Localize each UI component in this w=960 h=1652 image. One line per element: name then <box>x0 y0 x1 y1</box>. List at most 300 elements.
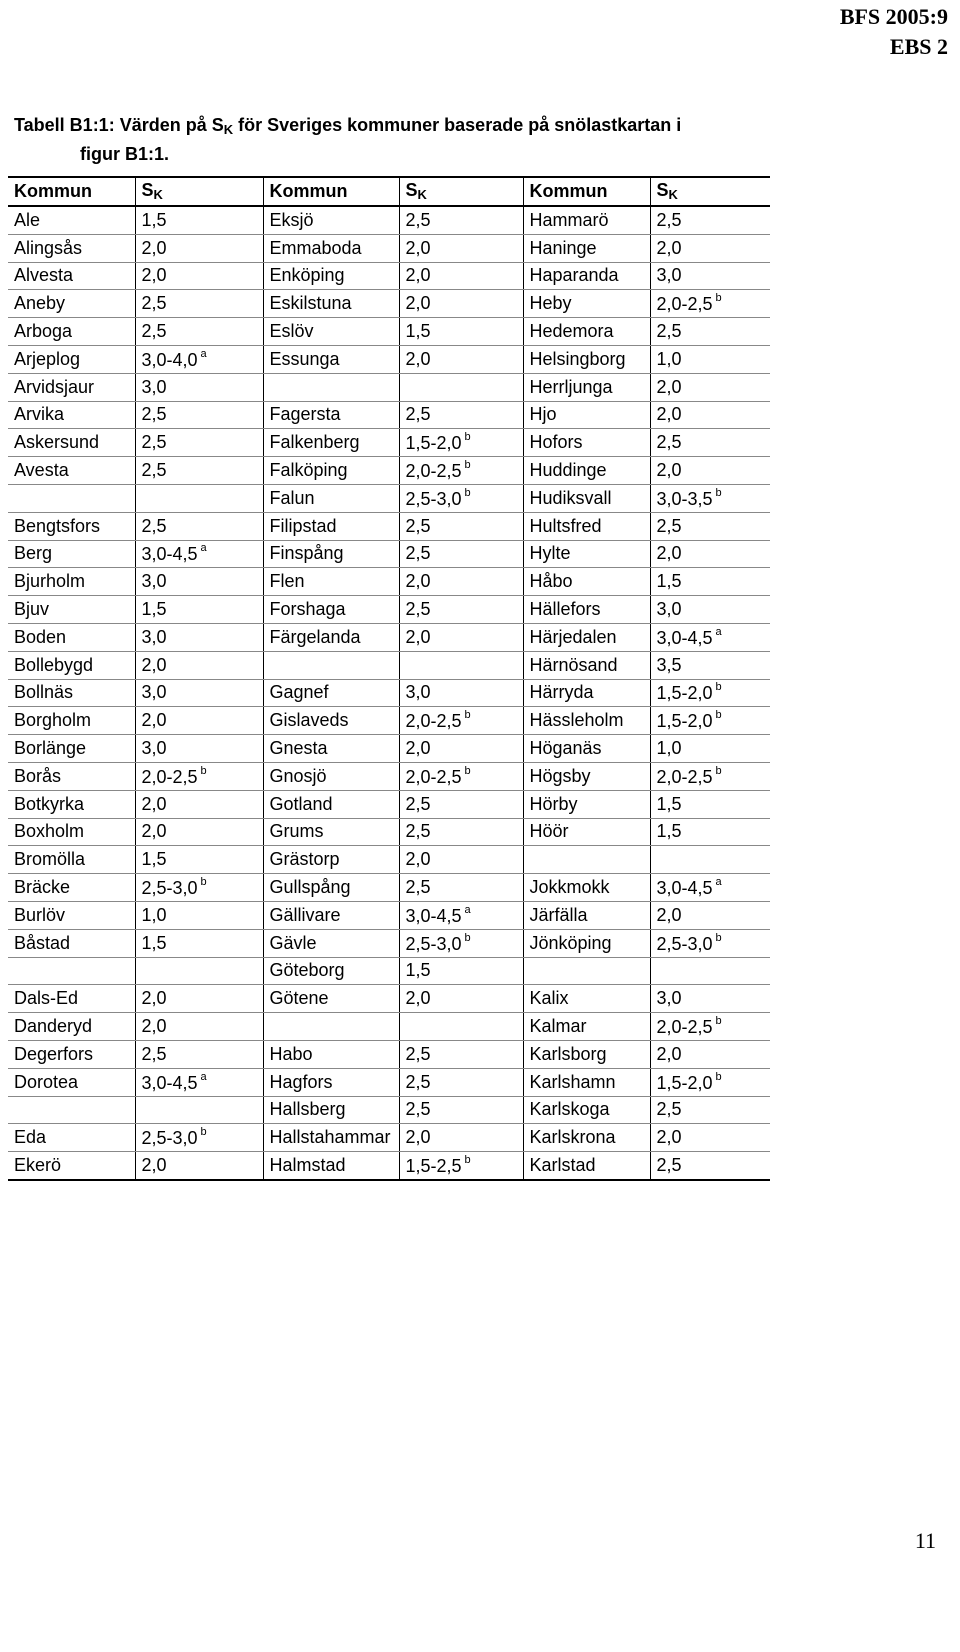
municipality-name: Karlstad <box>523 1152 650 1180</box>
snow-load-number: 2,5 <box>141 404 167 425</box>
table-header-row <box>8 177 770 206</box>
snow-load-value <box>650 707 770 735</box>
footnote-marker: a <box>464 903 471 916</box>
municipality-name: Dorotea <box>8 1068 135 1096</box>
footnote-marker: a <box>200 1070 207 1083</box>
snow-load-number: 2,5 <box>656 209 682 230</box>
snow-load-value <box>650 929 770 957</box>
snow-load-value <box>135 790 263 818</box>
municipality-name: Boden <box>8 623 135 651</box>
header-sk: $S_K$ <box>650 177 770 206</box>
snow-load-value <box>650 568 770 596</box>
snow-load-value <box>399 818 523 846</box>
table-row <box>8 1124 770 1152</box>
snow-load-number: 2,5-3,0 <box>656 933 713 954</box>
snow-load-number: 2,0 <box>656 543 682 564</box>
snow-load-value <box>399 651 523 679</box>
header-publication-code: BFS 2005:9 <box>839 4 948 29</box>
snow-load-value <box>650 234 770 262</box>
header-kommun: Kommun <box>523 177 650 206</box>
snow-load-number: 2,0 <box>141 265 167 286</box>
footnote-marker: b <box>464 431 471 444</box>
municipality-name: Hagfors <box>263 1068 399 1096</box>
municipality-name: Avesta <box>8 457 135 485</box>
municipality-name <box>8 1096 135 1124</box>
snow-load-value <box>135 373 263 401</box>
municipality-name <box>8 484 135 512</box>
table-row <box>8 818 770 846</box>
snow-load-number: 2,0 <box>141 1016 167 1036</box>
municipality-name: Flen <box>263 568 399 596</box>
municipality-name: Aneby <box>8 290 135 318</box>
header-sk: $S_K$ <box>399 177 523 206</box>
snow-load-value <box>135 679 263 707</box>
municipality-name: Hofors <box>523 429 650 457</box>
snow-load-number: 2,0 <box>405 988 431 1009</box>
snow-load-number: 1,5-2,0 <box>656 683 713 704</box>
snow-load-value <box>135 929 263 957</box>
footnote-marker: b <box>715 486 722 499</box>
snow-load-number: 1,5-2,0 <box>405 433 462 454</box>
snow-load-number: 2,0 <box>656 1127 682 1148</box>
snow-load-number: 2,5 <box>141 1043 167 1064</box>
snow-load-value <box>135 1124 263 1152</box>
snow-load-number: 2,5 <box>656 515 682 536</box>
snow-load-number: 2,0 <box>656 904 682 925</box>
snow-load-number: 1,5 <box>141 849 167 870</box>
table-row <box>8 651 770 679</box>
snow-load-number: 2,0-2,5 <box>141 766 198 787</box>
snow-load-number: 2,5 <box>405 599 431 620</box>
snow-load-number: 3,0-3,5 <box>656 488 713 509</box>
snow-load-value <box>399 1124 523 1152</box>
snow-load-value <box>399 623 523 651</box>
municipality-name: Ekerö <box>8 1152 135 1180</box>
municipality-name: Finspång <box>263 540 399 568</box>
snow-load-value <box>135 623 263 651</box>
municipality-name <box>8 957 135 985</box>
snow-load-number: 3,5 <box>656 654 682 675</box>
snow-load-value <box>135 512 263 540</box>
municipality-name: Gullspång <box>263 874 399 902</box>
snow-load-number: 3,0 <box>656 599 682 620</box>
snow-load-value <box>135 457 263 485</box>
municipality-name: Borås <box>8 762 135 790</box>
municipality-name: Hjo <box>523 401 650 429</box>
snow-load-number: 2,0 <box>656 404 682 425</box>
municipality-name: Hammarö <box>523 206 650 234</box>
snow-load-value <box>399 735 523 763</box>
snow-load-value <box>650 262 770 290</box>
snow-load-number: 1,5 <box>656 793 682 814</box>
municipality-name: Borlänge <box>8 735 135 763</box>
snow-load-number: 2,5 <box>405 793 431 814</box>
municipality-name <box>523 846 650 874</box>
snow-load-number: 3,0 <box>656 265 682 286</box>
municipality-name: Alingsås <box>8 234 135 262</box>
table-body <box>8 206 770 1180</box>
municipality-name: Höör <box>523 818 650 846</box>
snow-load-number: 2,0 <box>141 654 167 675</box>
municipality-name: Hallsberg <box>263 1096 399 1124</box>
table-row <box>8 985 770 1013</box>
snow-load-number: 3,0-4,5 <box>656 627 713 648</box>
snow-load-value <box>135 568 263 596</box>
snow-load-number: 1,0 <box>141 904 167 925</box>
snow-load-number: 2,0 <box>405 571 431 592</box>
snow-load-number: 3,0 <box>141 571 167 592</box>
snow-load-value <box>399 985 523 1013</box>
snow-load-number: 2,5-3,0 <box>141 1128 198 1149</box>
snow-load-number: 2,5 <box>656 432 682 453</box>
table-row <box>8 457 770 485</box>
footnote-marker: a <box>715 625 722 638</box>
municipality-name: Berg <box>8 540 135 568</box>
municipality-name: Höganäs <box>523 735 650 763</box>
snow-load-value <box>650 762 770 790</box>
snow-load-value <box>650 1013 770 1041</box>
snow-load-value <box>650 512 770 540</box>
snow-load-value <box>399 846 523 874</box>
municipality-name: Huddinge <box>523 457 650 485</box>
municipality-name: Degerfors <box>8 1040 135 1068</box>
snow-load-number: 2,0-2,5 <box>405 766 462 787</box>
snow-load-number: 3,0-4,5 <box>141 1072 198 1093</box>
snow-load-value <box>650 1096 770 1124</box>
footnote-marker: b <box>464 459 471 472</box>
municipality-name <box>263 373 399 401</box>
snow-load-number: 1,5 <box>405 321 431 342</box>
snow-load-number: 3,0-4,5 <box>405 905 462 926</box>
snow-load-value <box>650 401 770 429</box>
header-section-code: EBS 2 <box>889 34 948 59</box>
header-sk: $S_K$ <box>135 177 263 206</box>
snow-load-number: 2,5 <box>405 404 431 425</box>
footnote-marker: b <box>464 764 471 777</box>
snow-load-value <box>650 818 770 846</box>
municipality-name: Färgelanda <box>263 623 399 651</box>
municipality-name: Eslöv <box>263 318 399 346</box>
snow-load-number: 2,5 <box>141 432 167 453</box>
municipality-name: Härryda <box>523 679 650 707</box>
snow-load-value <box>135 290 263 318</box>
municipality-name: Haninge <box>523 234 650 262</box>
snow-load-number: 1,5 <box>405 960 431 981</box>
municipality-name: Falköping <box>263 457 399 485</box>
snow-load-value <box>399 234 523 262</box>
snow-load-value <box>399 1040 523 1068</box>
table-row <box>8 1152 770 1180</box>
table-row <box>8 568 770 596</box>
municipality-name: Ale <box>8 206 135 234</box>
snow-load-value <box>650 1152 770 1180</box>
snow-load-number: 1,0 <box>656 348 682 369</box>
snow-load-value <box>650 651 770 679</box>
municipality-name: Bollnäs <box>8 679 135 707</box>
municipality-name: Eksjö <box>263 206 399 234</box>
snow-load-number: 1,5-2,0 <box>656 1072 713 1093</box>
snow-load-value <box>135 818 263 846</box>
table-row <box>8 957 770 985</box>
municipality-name: Bjurholm <box>8 568 135 596</box>
snow-load-number: 2,0 <box>405 265 431 286</box>
table-row <box>8 512 770 540</box>
municipality-name: Härnösand <box>523 651 650 679</box>
municipality-name: Gotland <box>263 790 399 818</box>
snow-load-value <box>399 679 523 707</box>
footnote-marker: a <box>200 347 207 360</box>
snow-load-value <box>650 679 770 707</box>
snow-load-number: 2,5 <box>405 209 431 230</box>
caption-text-end: för Sveriges kommuner baserade på snölastkartan i <box>233 115 682 135</box>
footnote-marker: b <box>464 931 471 944</box>
document-header <box>840 2 948 62</box>
snow-load-value <box>650 345 770 373</box>
snow-load-value <box>399 1068 523 1096</box>
table-row <box>8 790 770 818</box>
snow-load-number: 2,5 <box>141 460 167 481</box>
table-row <box>8 874 770 902</box>
snow-load-value <box>399 262 523 290</box>
municipality-name: Danderyd <box>8 1013 135 1041</box>
snow-load-value <box>135 484 263 512</box>
snow-load-value <box>135 234 263 262</box>
snow-load-number: 2,0 <box>656 460 682 481</box>
snow-load-number: 2,0 <box>405 738 431 759</box>
table-row <box>8 735 770 763</box>
municipality-name: Hedemora <box>523 318 650 346</box>
municipality-name: Forshaga <box>263 596 399 624</box>
table-row <box>8 596 770 624</box>
snow-load-number: 2,0 <box>656 1043 682 1064</box>
snow-load-value <box>135 401 263 429</box>
page-number: 11 <box>914 1528 936 1553</box>
snow-load-value <box>135 707 263 735</box>
snow-load-value <box>399 401 523 429</box>
municipality-name: Jokkmokk <box>523 874 650 902</box>
snow-load-number: 3,0 <box>141 738 167 759</box>
municipality-name <box>523 957 650 985</box>
municipality-name: Herrljunga <box>523 373 650 401</box>
municipality-name: Grästorp <box>263 846 399 874</box>
snow-load-value <box>399 457 523 485</box>
table-row <box>8 1096 770 1124</box>
municipality-name: Gnosjö <box>263 762 399 790</box>
snow-load-number: 2,5 <box>405 1043 431 1064</box>
snow-load-value <box>135 318 263 346</box>
municipality-name: Karlskrona <box>523 1124 650 1152</box>
snow-load-value <box>650 484 770 512</box>
municipality-name: Emmaboda <box>263 234 399 262</box>
municipality-name: Hässleholm <box>523 707 650 735</box>
snow-load-value <box>135 540 263 568</box>
snow-load-value <box>650 290 770 318</box>
snow-load-value <box>135 1068 263 1096</box>
table-row <box>8 345 770 373</box>
snow-load-number: 2,5 <box>405 1071 431 1092</box>
municipality-name: Heby <box>523 290 650 318</box>
snow-load-number: 2,5 <box>405 821 431 842</box>
snow-load-number: 2,0 <box>141 821 167 842</box>
footnote-marker: b <box>715 292 722 305</box>
snow-load-value <box>135 762 263 790</box>
snow-load-value <box>399 345 523 373</box>
municipality-name: Göteborg <box>263 957 399 985</box>
footnote-marker: b <box>200 876 207 889</box>
municipality-name: Filipstad <box>263 512 399 540</box>
municipality-name: Gävle <box>263 929 399 957</box>
table-row <box>8 762 770 790</box>
snow-load-value <box>650 373 770 401</box>
table-row <box>8 679 770 707</box>
snow-load-table <box>8 176 770 1181</box>
snow-load-value <box>135 1013 263 1041</box>
snow-load-value <box>399 901 523 929</box>
caption-figure-ref: figur B1:1. <box>80 144 170 165</box>
header-kommun: Kommun <box>263 177 399 206</box>
snow-load-number: 3,0 <box>656 988 682 1009</box>
snow-load-number: 2,0-2,5 <box>405 711 462 732</box>
caption-subscript: K <box>223 122 234 138</box>
snow-load-number: 2,5 <box>141 293 167 314</box>
snow-load-value <box>135 262 263 290</box>
snow-load-number: 2,0 <box>656 376 682 397</box>
snow-load-value <box>650 318 770 346</box>
footnote-marker: b <box>200 764 207 777</box>
snow-load-value <box>399 1013 523 1041</box>
snow-load-value <box>650 623 770 651</box>
snow-load-number: 2,0 <box>405 293 431 314</box>
municipality-name: Gislaveds <box>263 707 399 735</box>
municipality-name: Arvidsjaur <box>8 373 135 401</box>
snow-load-number: 2,5 <box>405 543 431 564</box>
table-row <box>8 484 770 512</box>
snow-load-number: 2,5 <box>141 321 167 342</box>
snow-load-value <box>399 707 523 735</box>
municipality-name: Fagersta <box>263 401 399 429</box>
snow-load-value <box>135 901 263 929</box>
footnote-marker: b <box>715 681 722 694</box>
snow-load-value <box>135 874 263 902</box>
footnote-marker: b <box>464 709 471 722</box>
municipality-name: Botkyrka <box>8 790 135 818</box>
table-row <box>8 1068 770 1096</box>
snow-load-number: 1,5 <box>656 571 682 592</box>
snow-load-number: 2,5 <box>405 877 431 898</box>
municipality-name: Gällivare <box>263 901 399 929</box>
table-row <box>8 262 770 290</box>
municipality-name: Karlsborg <box>523 1040 650 1068</box>
snow-load-number: 2,0 <box>141 988 167 1009</box>
table-row <box>8 429 770 457</box>
snow-load-value <box>399 1152 523 1180</box>
municipality-name: Arjeplog <box>8 345 135 373</box>
snow-load-value <box>650 790 770 818</box>
municipality-name: Helsingborg <box>523 345 650 373</box>
table-row <box>8 901 770 929</box>
footnote-marker: a <box>200 542 207 555</box>
snow-load-number: 2,0-2,5 <box>656 1017 713 1037</box>
snow-load-number: 2,0 <box>141 237 167 258</box>
snow-load-value <box>650 957 770 985</box>
municipality-name: Arvika <box>8 401 135 429</box>
snow-load-number: 2,0 <box>405 1127 431 1148</box>
snow-load-value <box>650 1124 770 1152</box>
footnote-marker: b <box>464 486 471 499</box>
snow-load-number: 1,0 <box>656 738 682 759</box>
snow-load-number: 2,5 <box>656 1154 682 1175</box>
snow-load-number: 2,5-3,0 <box>141 878 198 899</box>
snow-load-value <box>399 1096 523 1124</box>
snow-load-number: 2,0-2,5 <box>405 461 462 482</box>
snow-load-number: 2,5-3,0 <box>405 488 462 509</box>
snow-load-value <box>399 290 523 318</box>
snow-load-value <box>650 457 770 485</box>
table-row <box>8 707 770 735</box>
municipality-name: Gagnef <box>263 679 399 707</box>
snow-load-value <box>399 957 523 985</box>
snow-load-number: 2,0 <box>141 793 167 814</box>
municipality-name: Grums <box>263 818 399 846</box>
municipality-name: Burlöv <box>8 901 135 929</box>
snow-load-value <box>399 318 523 346</box>
snow-load-number: 2,5 <box>141 515 167 536</box>
snow-load-number: 1,5 <box>656 821 682 842</box>
table-row <box>8 1013 770 1041</box>
snow-load-value <box>650 206 770 234</box>
snow-load-value <box>135 846 263 874</box>
snow-load-number: 2,0-2,5 <box>656 766 713 787</box>
snow-load-value <box>135 429 263 457</box>
snow-load-value <box>399 206 523 234</box>
snow-load-value <box>650 1068 770 1096</box>
snow-load-number: 2,5 <box>405 1099 431 1120</box>
municipality-name: Gnesta <box>263 735 399 763</box>
snow-load-value <box>650 429 770 457</box>
snow-load-value <box>650 540 770 568</box>
snow-load-value <box>650 735 770 763</box>
table-row <box>8 234 770 262</box>
snow-load-value <box>399 790 523 818</box>
footnote-marker: b <box>715 1070 722 1083</box>
snow-load-value <box>135 1096 263 1124</box>
municipality-name: Bollebygd <box>8 651 135 679</box>
table-row <box>8 846 770 874</box>
snow-load-number: 2,0 <box>405 348 431 369</box>
municipality-name <box>263 1013 399 1041</box>
snow-load-value <box>399 762 523 790</box>
snow-load-number: 1,5-2,5 <box>405 1155 462 1176</box>
footnote-marker: b <box>464 1153 471 1166</box>
municipality-name: Kalix <box>523 985 650 1013</box>
municipality-name: Karlskoga <box>523 1096 650 1124</box>
snow-load-value <box>135 957 263 985</box>
snow-load-value <box>399 429 523 457</box>
municipality-name: Högsby <box>523 762 650 790</box>
municipality-name: Götene <box>263 985 399 1013</box>
snow-load-number: 2,0-2,5 <box>656 294 713 315</box>
snow-load-number: 1,5 <box>141 932 167 953</box>
snow-load-number: 1,5-2,0 <box>656 711 713 732</box>
snow-load-value <box>399 874 523 902</box>
table-row <box>8 540 770 568</box>
municipality-name: Arboga <box>8 318 135 346</box>
snow-load-number: 2,0 <box>141 1154 167 1175</box>
municipality-name: Karlshamn <box>523 1068 650 1096</box>
snow-load-number: 2,5 <box>656 1099 682 1120</box>
municipality-name: Eskilstuna <box>263 290 399 318</box>
municipality-name: Habo <box>263 1040 399 1068</box>
